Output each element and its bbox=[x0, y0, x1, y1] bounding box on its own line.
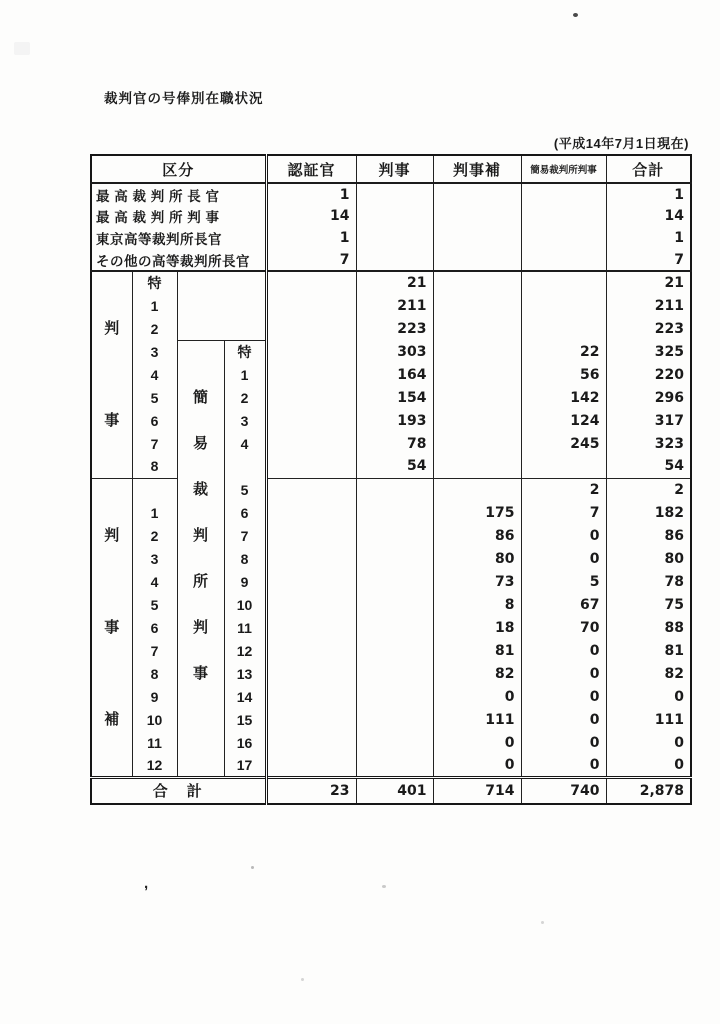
value-cell: 80 bbox=[433, 547, 521, 570]
value-cell: 73 bbox=[433, 570, 521, 593]
value-cell: 54 bbox=[606, 455, 691, 478]
grade-cell: 6 bbox=[132, 409, 177, 432]
grade-cell: 3 bbox=[132, 340, 177, 363]
grade-cell: 5 bbox=[132, 386, 177, 409]
stray-comma-mark: , bbox=[144, 875, 149, 892]
sub-grade-cell: 17 bbox=[224, 754, 266, 777]
value-cell: 54 bbox=[356, 455, 433, 478]
value-cell: 0 bbox=[433, 685, 521, 708]
value-cell bbox=[356, 616, 433, 639]
value-cell bbox=[433, 317, 521, 340]
value-cell: 1 bbox=[266, 227, 356, 249]
grade-cell: 5 bbox=[132, 593, 177, 616]
value-cell: 1 bbox=[606, 183, 691, 205]
grade-cell: 8 bbox=[132, 455, 177, 478]
value-cell bbox=[433, 455, 521, 478]
sub-grade-cell: 7 bbox=[224, 524, 266, 547]
value-cell bbox=[356, 708, 433, 731]
scan-speck bbox=[301, 978, 304, 981]
value-cell bbox=[266, 294, 356, 317]
value-cell bbox=[266, 501, 356, 524]
value-cell bbox=[356, 685, 433, 708]
value-cell bbox=[266, 616, 356, 639]
value-cell bbox=[266, 271, 356, 294]
value-cell: 317 bbox=[606, 409, 691, 432]
scan-speck bbox=[573, 13, 578, 17]
value-cell bbox=[356, 524, 433, 547]
value-cell: 0 bbox=[606, 731, 691, 754]
total-label: 合 計 bbox=[91, 777, 266, 804]
value-cell bbox=[521, 317, 606, 340]
sub-grade-cell: 11 bbox=[224, 616, 266, 639]
value-cell: 223 bbox=[606, 317, 691, 340]
sub-grade-cell: 15 bbox=[224, 708, 266, 731]
grade-cell: 7 bbox=[132, 432, 177, 455]
table-row bbox=[91, 205, 691, 227]
grade-cell: 3 bbox=[132, 547, 177, 570]
value-cell bbox=[433, 294, 521, 317]
row-label: 最 高 裁 判 所 長 官 bbox=[91, 183, 266, 205]
value-cell bbox=[266, 685, 356, 708]
row-label: 最 高 裁 判 所 判 事 bbox=[91, 205, 266, 227]
value-cell bbox=[356, 547, 433, 570]
value-cell bbox=[433, 409, 521, 432]
value-cell bbox=[433, 340, 521, 363]
grade-cell: 2 bbox=[132, 317, 177, 340]
value-cell: 303 bbox=[356, 340, 433, 363]
group-label-char: 所 bbox=[192, 572, 209, 590]
value-cell bbox=[356, 731, 433, 754]
row-label: 東京高等裁判所長官 bbox=[91, 227, 266, 249]
value-cell: 86 bbox=[433, 524, 521, 547]
grade-cell: 12 bbox=[132, 754, 177, 777]
value-cell: 164 bbox=[356, 363, 433, 386]
total-kansai: 740 bbox=[521, 777, 606, 804]
sub-grade-cell: 9 bbox=[224, 570, 266, 593]
value-cell: 5 bbox=[521, 570, 606, 593]
value-cell: 22 bbox=[521, 340, 606, 363]
value-cell bbox=[433, 363, 521, 386]
group-label-char: 易 bbox=[192, 434, 209, 452]
grade-cell: 9 bbox=[132, 685, 177, 708]
value-cell bbox=[266, 639, 356, 662]
header-kansai-hanji: 簡易裁判所判事 bbox=[521, 155, 606, 183]
value-cell bbox=[433, 271, 521, 294]
group-label-char: 判 bbox=[192, 526, 209, 544]
value-cell: 7 bbox=[606, 249, 691, 271]
group-label-char: 判 bbox=[104, 320, 120, 337]
total-hanji: 401 bbox=[356, 777, 433, 804]
row-label: その他の高等裁判所長官 bbox=[91, 249, 266, 271]
value-cell: 88 bbox=[606, 616, 691, 639]
value-cell bbox=[356, 662, 433, 685]
value-cell bbox=[266, 593, 356, 616]
value-cell bbox=[433, 478, 521, 501]
value-cell bbox=[266, 455, 356, 478]
value-cell: 8 bbox=[433, 593, 521, 616]
value-cell bbox=[266, 409, 356, 432]
total-gokei: 2,878 bbox=[606, 777, 691, 804]
value-cell bbox=[266, 731, 356, 754]
group-label-kansai bbox=[177, 340, 224, 777]
value-cell: 18 bbox=[433, 616, 521, 639]
value-cell bbox=[356, 639, 433, 662]
group-label-char: 判 bbox=[104, 526, 120, 544]
value-cell: 0 bbox=[521, 662, 606, 685]
value-cell bbox=[521, 249, 606, 271]
value-cell bbox=[433, 249, 521, 271]
header-hanjiho: 判事補 bbox=[433, 155, 521, 183]
status-table bbox=[90, 154, 692, 805]
value-cell: 0 bbox=[521, 708, 606, 731]
value-cell: 78 bbox=[356, 432, 433, 455]
value-cell: 142 bbox=[521, 386, 606, 409]
header-hanji: 判事 bbox=[356, 155, 433, 183]
header-row bbox=[91, 155, 691, 183]
value-cell: 78 bbox=[606, 570, 691, 593]
group-label-char: 簡 bbox=[192, 388, 209, 406]
value-cell bbox=[266, 754, 356, 777]
value-cell bbox=[356, 249, 433, 271]
value-cell: 182 bbox=[606, 501, 691, 524]
scan-speck bbox=[541, 921, 544, 924]
value-cell: 154 bbox=[356, 386, 433, 409]
total-row bbox=[91, 777, 691, 804]
value-cell: 211 bbox=[356, 294, 433, 317]
value-cell: 111 bbox=[433, 708, 521, 731]
group-label-char: 補 bbox=[104, 710, 120, 728]
value-cell: 2 bbox=[521, 478, 606, 501]
page-title: 裁判官の号俸別在職状況 bbox=[104, 91, 264, 106]
table-row bbox=[91, 340, 691, 363]
value-cell bbox=[433, 205, 521, 227]
table-row bbox=[91, 271, 691, 294]
value-cell: 14 bbox=[606, 205, 691, 227]
value-cell bbox=[266, 386, 356, 409]
value-cell: 211 bbox=[606, 294, 691, 317]
sub-grade-cell: 3 bbox=[224, 409, 266, 432]
value-cell bbox=[356, 227, 433, 249]
value-cell bbox=[433, 432, 521, 455]
value-cell bbox=[356, 478, 433, 501]
value-cell: 0 bbox=[606, 685, 691, 708]
value-cell bbox=[266, 547, 356, 570]
value-cell: 7 bbox=[266, 249, 356, 271]
value-cell: 0 bbox=[521, 685, 606, 708]
value-cell: 175 bbox=[433, 501, 521, 524]
value-cell bbox=[356, 501, 433, 524]
value-cell bbox=[356, 593, 433, 616]
grade-cell bbox=[132, 478, 177, 501]
value-cell: 75 bbox=[606, 593, 691, 616]
value-cell bbox=[433, 386, 521, 409]
sub-grade-cell: 8 bbox=[224, 547, 266, 570]
value-cell: 0 bbox=[606, 754, 691, 777]
value-cell: 0 bbox=[521, 547, 606, 570]
value-cell: 0 bbox=[433, 754, 521, 777]
grade-cell: 1 bbox=[132, 294, 177, 317]
value-cell: 56 bbox=[521, 363, 606, 386]
value-cell: 14 bbox=[266, 205, 356, 227]
value-cell: 325 bbox=[606, 340, 691, 363]
table-row bbox=[91, 249, 691, 271]
grade-cell: 特 bbox=[132, 271, 177, 294]
value-cell bbox=[521, 294, 606, 317]
value-cell bbox=[266, 524, 356, 547]
grade-cell: 11 bbox=[132, 731, 177, 754]
value-cell bbox=[521, 205, 606, 227]
date-note: (平成14年7月1日現在) bbox=[553, 136, 689, 151]
value-cell: 1 bbox=[606, 227, 691, 249]
group-label-char: 事 bbox=[104, 618, 120, 636]
value-cell: 82 bbox=[433, 662, 521, 685]
value-cell bbox=[356, 570, 433, 593]
value-cell bbox=[266, 708, 356, 731]
value-cell: 81 bbox=[606, 639, 691, 662]
value-cell bbox=[266, 662, 356, 685]
value-cell: 7 bbox=[521, 501, 606, 524]
value-cell: 1 bbox=[266, 183, 356, 205]
value-cell: 70 bbox=[521, 616, 606, 639]
grade-cell: 7 bbox=[132, 639, 177, 662]
value-cell: 0 bbox=[521, 731, 606, 754]
value-cell: 67 bbox=[521, 593, 606, 616]
value-cell bbox=[521, 183, 606, 205]
sub-grade-cell: 13 bbox=[224, 662, 266, 685]
value-cell: 0 bbox=[521, 639, 606, 662]
sub-grade-cell: 10 bbox=[224, 593, 266, 616]
grade-cell: 6 bbox=[132, 616, 177, 639]
value-cell: 111 bbox=[606, 708, 691, 731]
total-ninshokan: 23 bbox=[266, 777, 356, 804]
group-label-hanjiho bbox=[91, 478, 132, 777]
group-label-char: 事 bbox=[192, 664, 209, 682]
value-cell bbox=[266, 432, 356, 455]
sub-grade-cell: 5 bbox=[224, 478, 266, 501]
sub-grade-cell: 2 bbox=[224, 386, 266, 409]
header-gokei: 合計 bbox=[606, 155, 691, 183]
sub-grade-cell: 6 bbox=[224, 501, 266, 524]
grade-cell: 1 bbox=[132, 501, 177, 524]
value-cell: 193 bbox=[356, 409, 433, 432]
sub-grade-cell: 特 bbox=[224, 340, 266, 363]
value-cell bbox=[266, 340, 356, 363]
value-cell bbox=[356, 205, 433, 227]
value-cell: 21 bbox=[356, 271, 433, 294]
value-cell bbox=[433, 227, 521, 249]
value-cell: 0 bbox=[521, 754, 606, 777]
table-row bbox=[91, 183, 691, 205]
value-cell: 80 bbox=[606, 547, 691, 570]
value-cell: 124 bbox=[521, 409, 606, 432]
value-cell bbox=[521, 227, 606, 249]
value-cell bbox=[521, 271, 606, 294]
sub-grade-cell: 1 bbox=[224, 363, 266, 386]
value-cell: 21 bbox=[606, 271, 691, 294]
value-cell: 82 bbox=[606, 662, 691, 685]
header-ninshokan: 認証官 bbox=[266, 155, 356, 183]
value-cell bbox=[266, 317, 356, 340]
group-label-hanji bbox=[91, 271, 132, 478]
scan-speck bbox=[251, 866, 254, 869]
sub-grade-cell bbox=[224, 455, 266, 478]
header-kubun: 区分 bbox=[91, 155, 266, 183]
group-label-char: 判 bbox=[192, 618, 209, 636]
grade-cell: 4 bbox=[132, 363, 177, 386]
group-label-char: 事 bbox=[104, 412, 120, 429]
total-hanjiho: 714 bbox=[433, 777, 521, 804]
table-row bbox=[91, 227, 691, 249]
value-cell: 0 bbox=[521, 524, 606, 547]
grade-cell: 10 bbox=[132, 708, 177, 731]
value-cell: 86 bbox=[606, 524, 691, 547]
value-cell: 296 bbox=[606, 386, 691, 409]
value-cell bbox=[356, 754, 433, 777]
grade-cell: 4 bbox=[132, 570, 177, 593]
sub-grade-cell: 4 bbox=[224, 432, 266, 455]
group-label-char: 裁 bbox=[192, 480, 209, 498]
sub-grade-cell: 14 bbox=[224, 685, 266, 708]
grade-cell: 2 bbox=[132, 524, 177, 547]
scan-speck bbox=[382, 885, 386, 888]
sub-grade-cell: 16 bbox=[224, 731, 266, 754]
empty-merged-cell bbox=[177, 271, 266, 340]
value-cell: 2 bbox=[606, 478, 691, 501]
scan-smudge bbox=[14, 42, 30, 55]
value-cell bbox=[521, 455, 606, 478]
value-cell: 81 bbox=[433, 639, 521, 662]
value-cell: 220 bbox=[606, 363, 691, 386]
value-cell bbox=[266, 363, 356, 386]
value-cell bbox=[356, 183, 433, 205]
value-cell bbox=[433, 183, 521, 205]
value-cell: 323 bbox=[606, 432, 691, 455]
value-cell bbox=[266, 570, 356, 593]
value-cell bbox=[266, 478, 356, 501]
grade-cell: 8 bbox=[132, 662, 177, 685]
value-cell: 245 bbox=[521, 432, 606, 455]
value-cell: 0 bbox=[433, 731, 521, 754]
sub-grade-cell: 12 bbox=[224, 639, 266, 662]
value-cell: 223 bbox=[356, 317, 433, 340]
